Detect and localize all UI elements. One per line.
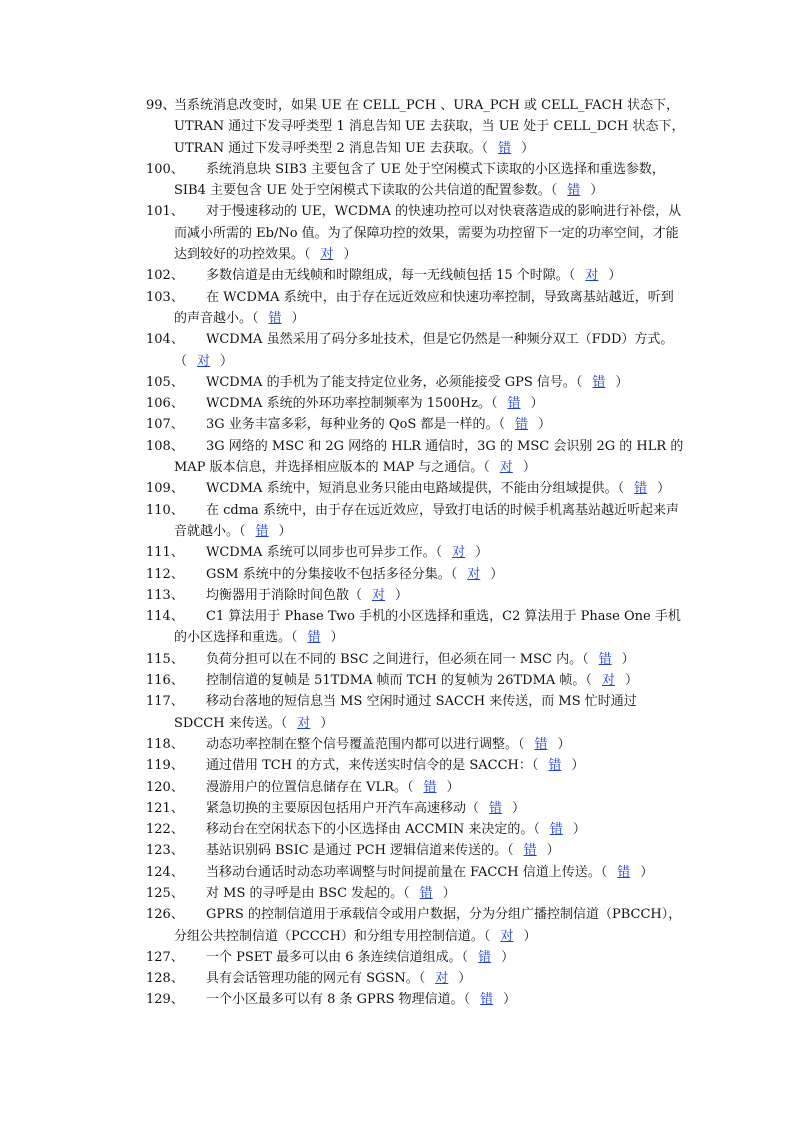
question-item [146,414,686,435]
question-item [146,989,686,1010]
answer-link[interactable]: 对 [500,928,514,944]
question-body [174,287,686,330]
question-text: WCDMA 系统的外环功率控制频率为 1500Hz。（ [206,396,498,412]
question-tail: ） [546,843,560,859]
question-text: 对 MS 的寻呼是由 BSC 发起的。（ [206,885,410,901]
question-text: GPRS 的控制信道用于承载信令或用户数据，分为分组广播控制信道（PBCCH），分组公共控制信道（PCCCH）和分组专用控制信道。（ [174,907,682,944]
answer-link[interactable]: 错 [307,630,321,646]
question-tail: ） [657,481,671,497]
question-text: WCDMA 系统中，短消息业务只能由电路域提供，不能由分组域提供。（ [206,481,625,497]
question-item [146,393,686,414]
question-item [146,159,686,202]
question-number: 126、 [146,907,184,923]
answer-link[interactable]: 错 [507,396,521,412]
answer-link[interactable]: 对 [297,715,311,731]
question-item [146,95,686,159]
question-text: 移动台落地的短信息当 MS 空闲时通过 SACCH 来传送，而 MS 忙时通过 SDCCH 来传送。（ [174,694,637,731]
answer-link[interactable]: 对 [372,587,386,603]
question-text: 在 cdma 系统中，由于存在远近效应，导致打电话的时候手机离基站越近听起来声音就越小。（ [174,502,679,539]
question-text: 动态功率控制在整个信号覆盖范围内都可以进行调整。（ [206,736,525,752]
question-tail: ） [458,971,472,987]
question-item [146,755,686,776]
question-tail: ） [571,758,585,774]
question-tail: ） [475,545,489,561]
question-text: WCDMA 的手机为了能支持定位业务，必须能接受 GPS 信号。（ [206,374,583,390]
question-tail: ） [523,928,537,944]
question-tail: ） [590,183,604,199]
question-tail: ） [522,460,536,476]
question-item [146,500,686,543]
question-item [146,947,686,968]
question-tail: ） [501,949,515,965]
answer-link[interactable]: 错 [255,523,269,539]
question-item [146,478,686,499]
question-tail: ） [503,992,517,1008]
question-number: 124、 [146,864,184,880]
question-body [174,968,686,989]
question-number: 101、 [146,204,184,220]
question-number: 125、 [146,885,184,901]
question-text: 均衡器用于消除时间色散（ [206,587,363,603]
question-number: 99、 [146,98,176,113]
question-tail: ） [530,396,544,412]
question-text: 一个 PSET 最多可以由 6 条连续信道组成。（ [206,949,469,965]
question-body [174,904,686,947]
question-body [174,777,686,798]
question-tail: ） [640,864,654,880]
question-tail: ） [320,715,334,731]
question-item [146,606,686,649]
question-number: 111、 [146,545,184,561]
answer-link[interactable]: 对 [585,268,599,284]
question-item [146,840,686,861]
question-body [174,649,686,670]
answer-link[interactable]: 对 [452,545,466,561]
question-number: 115、 [146,651,184,667]
question-item [146,265,686,286]
question-body [174,265,686,286]
answer-link[interactable]: 对 [499,460,513,476]
question-body [174,691,686,734]
question-number: 121、 [146,800,184,816]
question-text: 控制信道的复帧是 51TDMA 帧而 TCH 的复帧为 26TDMA 帧。（ [206,673,592,689]
answer-link[interactable]: 错 [548,758,562,774]
answer-link[interactable]: 错 [514,417,528,433]
question-item [146,777,686,798]
question-number: 118、 [146,736,184,752]
question-text: GSM 系统中的分集接收不包括多径分集。（ [206,566,458,582]
answer-link[interactable]: 错 [498,140,512,156]
question-number: 102、 [146,268,184,284]
question-text: 紧急切换的主要原因包括用户开汽车高速移动（ [206,800,480,816]
question-body [174,159,686,202]
question-number: 128、 [146,971,184,987]
answer-link[interactable]: 对 [320,247,334,263]
question-body [174,414,686,435]
question-number: 113、 [146,587,184,603]
question-body [174,989,686,1010]
question-body [174,436,686,479]
answer-link[interactable]: 错 [634,481,648,497]
question-item [146,904,686,947]
question-item [146,862,686,883]
question-tail: ） [330,630,344,646]
question-number: 119、 [146,758,184,774]
question-number: 122、 [146,822,184,838]
question-tail: ） [220,353,234,369]
answer-link[interactable]: 错 [567,183,581,199]
question-tail: ） [537,417,551,433]
question-number: 110、 [146,502,184,518]
question-text: C1 算法用于 Phase Two 手机的小区选择和重选，C2 算法用于 Phase One 手机的小区选择和重选。（ [174,609,681,646]
question-item [146,564,686,585]
question-body [174,393,686,414]
question-tail: ） [442,885,456,901]
question-body [174,564,686,585]
question-item [146,819,686,840]
question-body [174,606,686,649]
answer-link[interactable]: 错 [598,651,612,667]
question-text: 负荷分担可以在不同的 BSC 之间进行，但必须在同一 MSC 内。（ [206,651,589,667]
question-text: 当系统消息改变时，如果 UE 在 CELL_PCH 、URA_PCH 或 CELL_FACH 状态下，UTRAN 通过下发寻呼类型 1 消息告知 UE 去获取，当 UE 处于 CELL_DCH 状态下，UTRAN 通过下发寻呼类型 2 消息告知 UE 去获取。（ [174,98,685,156]
question-tail: ） [490,566,504,582]
question-text: 当移动台通话时动态功率调整与时间提前量在 FACCH 信道上传送。（ [206,864,608,880]
question-item [146,883,686,904]
question-item [146,436,686,479]
answer-link[interactable]: 错 [478,949,492,965]
question-number: 116、 [146,673,184,689]
question-body [174,883,686,904]
question-number: 120、 [146,779,184,795]
answer-link[interactable]: 对 [467,566,481,582]
question-body [174,329,686,372]
question-text: WCDMA 系统可以同步也可异步工作。（ [206,545,443,561]
question-tail: ） [608,268,622,284]
question-tail: ） [521,140,535,156]
question-number: 129、 [146,992,184,1008]
answer-link[interactable]: 错 [592,374,606,390]
answer-link[interactable]: 对 [601,673,615,689]
question-tail: ） [278,523,292,539]
question-text: 基站识别码 BSIC 是通过 PCH 逻辑信道来传送的。（ [206,843,514,859]
question-item [146,798,686,819]
question-item [146,329,686,372]
question-body [174,734,686,755]
question-body [174,500,686,543]
question-text: 一个小区最多可以有 8 条 GPRS 物理信道。（ [206,992,471,1008]
question-item [146,542,686,563]
question-body [174,798,686,819]
question-text: 多数信道是由无线帧和时隙组成，每一无线帧包括 15 个时隙。（ [206,268,576,284]
question-number: 105、 [146,374,184,390]
question-text: 具有会话管理功能的网元有 SGSN。（ [206,971,426,987]
answer-link[interactable]: 错 [268,310,282,326]
question-text: 移动台在空闲状态下的小区选择由 ACCMIN 来决定的。（ [206,822,540,838]
question-tail: ） [615,374,629,390]
question-tail: ） [446,779,460,795]
question-number: 117、 [146,694,184,710]
question-body [174,585,686,606]
answer-link[interactable]: 错 [419,885,433,901]
question-body [174,670,686,691]
answer-link[interactable]: 对 [197,353,211,369]
question-item [146,670,686,691]
question-tail: ） [572,822,586,838]
question-text: 系统消息块 SIB3 主要包含了 UE 处于空闲模式下读取的小区选择和重选参数，SIB4 主要包含 UE 处于空闲模式下读取的公共信道的配置参数。（ [174,161,665,199]
question-text: 在 WCDMA 系统中，由于存在远近效应和快速功率控制，导致离基站越近，听到的声音越小。（ [174,289,674,326]
question-tail: ） [291,310,305,326]
question-number: 123、 [146,843,184,859]
question-body [174,755,686,776]
question-body [174,542,686,563]
question-number: 104、 [146,332,184,348]
answer-link[interactable]: 错 [617,864,631,880]
question-text: 3G 业务丰富多彩，每种业务的 QoS 都是一样的。（ [206,417,505,433]
question-text: 对于慢速移动的 UE，WCDMA 的快速功控可以对快衰落造成的影响进行补偿，从而减小所需的 Eb/No 值。为了保障功控的效果，需要为功控留下一定的功率空间，才能达到较好的功控效果。（ [174,204,682,263]
question-item [146,287,686,330]
question-text: 3G 网络的 MSC 和 2G 网络的 HLR 通信时，3G 的 MSC 会识别 2G 的 HLR 的 MAP 版本信息，并选择相应版本的 MAP 与之通信。（ [174,438,684,476]
question-body [174,819,686,840]
question-tail: ） [557,736,571,752]
question-item [146,649,686,670]
answer-link[interactable]: 错 [423,779,437,795]
question-body [174,95,686,159]
question-number: 127、 [146,949,184,965]
question-tail: ） [395,587,409,603]
question-body [174,840,686,861]
question-text: WCDMA 虽然采用了码分多址技术，但是它仍然是一种频分双工（FDD）方式。（ [174,332,674,369]
answer-link[interactable]: 错 [480,992,494,1008]
question-item [146,968,686,989]
question-number: 103、 [146,289,184,305]
question-tail: ） [624,673,638,689]
question-number: 100、 [146,161,184,177]
question-tail: ） [621,651,635,667]
question-number: 108、 [146,438,184,454]
question-number: 112、 [146,566,184,582]
answer-link[interactable]: 对 [435,971,449,987]
question-number: 109、 [146,481,184,497]
question-list [146,95,686,1011]
answer-link[interactable]: 错 [489,800,503,816]
answer-link[interactable]: 错 [523,843,537,859]
question-tail: ） [343,247,357,263]
question-item [146,691,686,734]
question-number: 106、 [146,396,184,412]
question-text: 通过借用 TCH 的方式，来传送实时信令的是 SACCH：（ [206,758,539,774]
question-body [174,862,686,883]
question-item [146,372,686,393]
question-tail: ） [512,800,526,816]
question-body [174,947,686,968]
question-number: 114、 [146,609,184,625]
question-body [174,478,686,499]
question-text: 漫游用户的位置信息储存在 VLR。（ [206,779,414,795]
question-body [174,372,686,393]
answer-link[interactable]: 错 [549,822,563,838]
question-body [174,201,686,265]
question-item [146,734,686,755]
answer-link[interactable]: 错 [534,736,548,752]
question-item [146,201,686,265]
question-number: 107、 [146,417,184,433]
question-item [146,585,686,606]
